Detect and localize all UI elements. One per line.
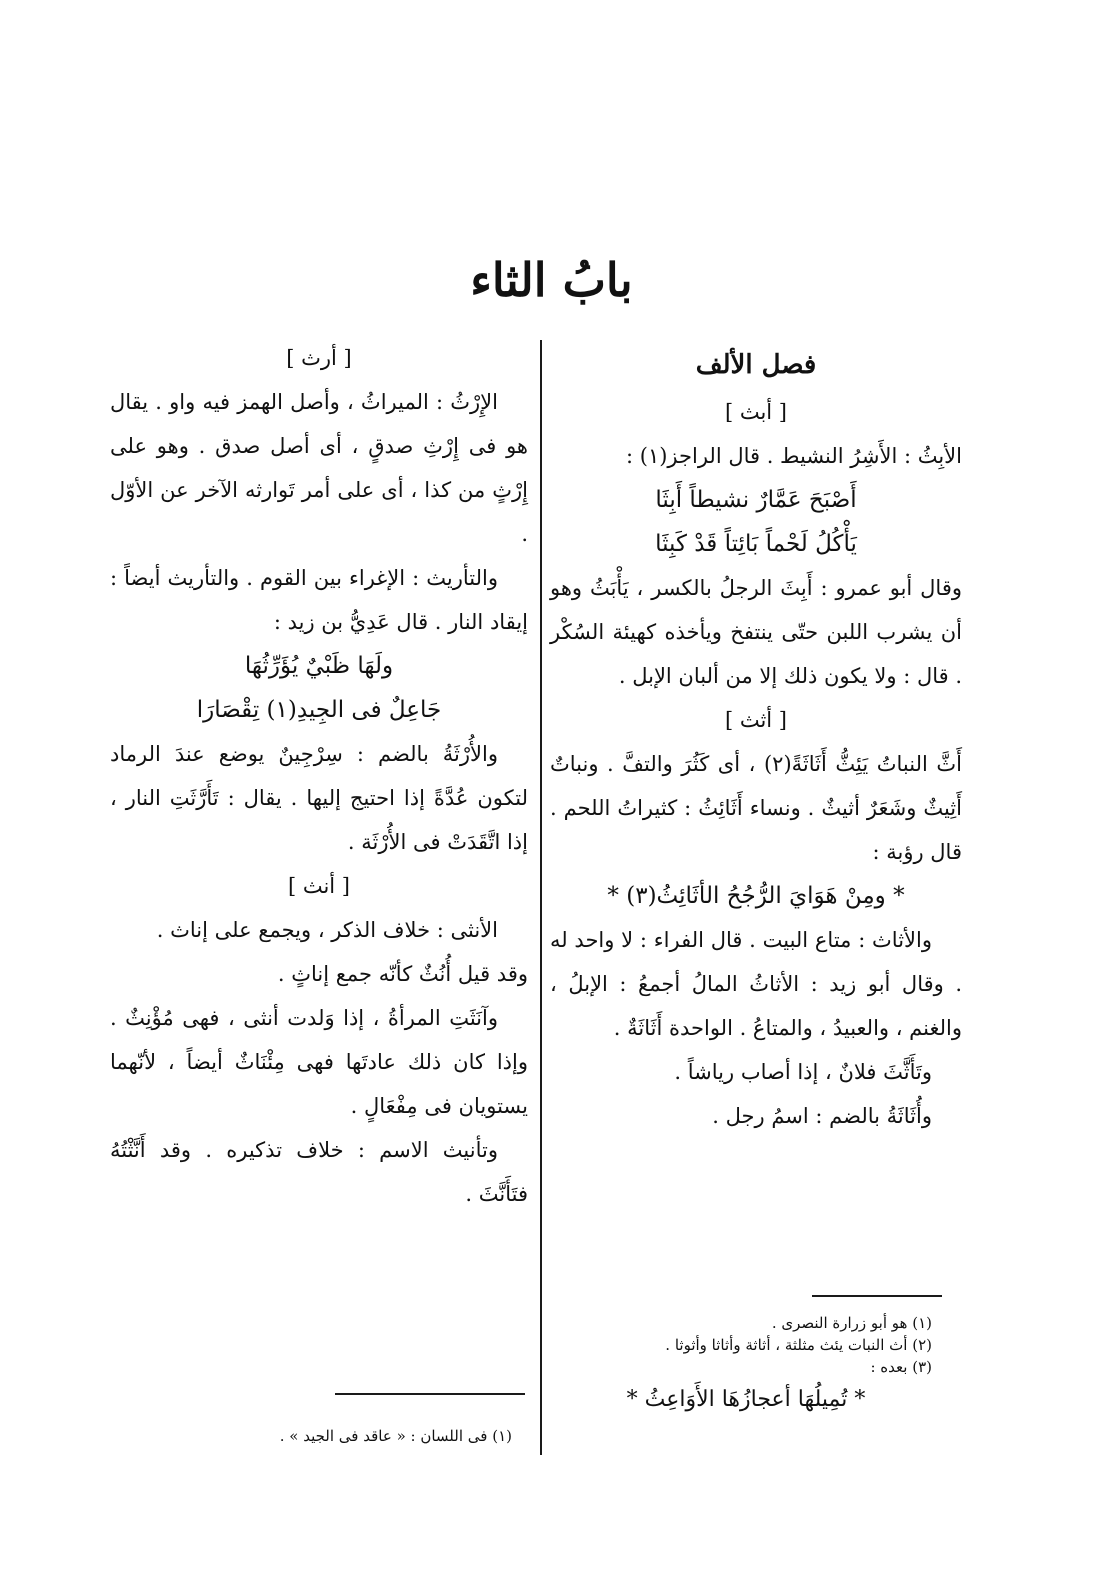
footnotes-right (560, 1312, 932, 1422)
entry-text: وآنَثَتِ المرأةُ ، إذا وَلدت أنثى ، فهى مُؤْنِثٌ . وإذا كان ذلك عادتَها فهى مِئْنَاثٌ أيضاً ، لأنّهما يستويان فى مِفْعَالٍ . (110, 1006, 528, 1118)
footnote: (٣) بعده : (870, 1358, 932, 1376)
footnote: (١) هو أبو زرارة النصرى . (771, 1314, 932, 1332)
entry-text: الأبِثُ : الأَشِرُ النشيط . قال الراجز(١) : (626, 444, 962, 468)
entry-head-arth: [ أرث ] (286, 346, 352, 370)
page-title: بابُ الثاء (470, 253, 633, 307)
entry-text: وقال أبو عمرو : أَبِثَ الرجلُ بالكسر ، يَأْبَثُ وهو أن يشرب اللبن حتّى ينتفخ ويأخذه كهيئة السُكْر . قال : ولا يكون ذلك إلا من ألبان الإبل . (550, 576, 962, 688)
right-column (550, 340, 962, 1138)
entry-head-athth: [ أثث ] (724, 708, 788, 732)
entry-text: وتأنيث الاسم : خلاف تذكيره . وقد أَنَّثْتُهُ فتَأَنَّثَ . (110, 1138, 528, 1206)
left-column (110, 336, 528, 1216)
entry-text: أَثَّ النباتُ يَئِثُّ أَثَاثَةً(٢) ، أى كَثُرَ والتفَّ . ونباتٌ أَثِيثٌ وشَعَرٌ أثيثٌ . ونساء أَثَائِثُ : كثيراتُ اللحم . قال رؤبة : (550, 752, 962, 864)
footnotes-left (200, 1425, 512, 1447)
entry-text: والأثاث : متاع البيت . قال الفراء : لا واحد له . وقال أبو زيد : الأثاثُ المالُ أجمعُ : الإبلُ ، والغنم ، والعبيدُ ، والمتاعُ . الواحدة أَثَاثَةٌ . (550, 928, 962, 1040)
entry-head-abth: [ أبث ] (724, 400, 788, 424)
section-heading: فصل الألف (695, 350, 817, 380)
verse-line: جَاعِلٌ فى الجِيدِ(١) تِقْصَارَا (196, 697, 442, 723)
entry-text: والتأريث : الإغراء بين القوم . والتأريث أيضاً : إيقاد النار . قال عَدِيُّ بن زيد : (110, 566, 528, 634)
entry-head-anth: [ أنث ] (287, 874, 351, 898)
verse-line: يَأْكُلُ لَحْماً بَائِتاً قَدْ كَبِثَا (655, 531, 857, 557)
verse-line: * ومِنْ هَوَايَ الرُّجُحُ الأثَائِثُ(٣) * (607, 883, 905, 909)
verse-line: ولَهَا ظَبْيٌ يُؤَرِّثُهَا (244, 653, 394, 679)
entry-text: وتَأَثَّثَ فلانٌ ، إذا أصاب رياشاً . (674, 1060, 932, 1084)
footnote: (٢) أث النبات يئث مثلثة ، أثاثة وأثاثا وأثوثا . (665, 1336, 932, 1354)
footnote-rule (812, 1295, 942, 1297)
footnote: (١) فى اللسان : « عاقد فى الجيد » . (279, 1427, 512, 1445)
column-divider (540, 340, 542, 1455)
entry-text: وأُثَاثَةُ بالضم : اسمُ رجل . (712, 1104, 932, 1128)
entry-text: وقد قيل أُنُثٌ كأنّه جمع إناثٍ . (277, 962, 528, 986)
entry-text: الإِرْثُ : الميراثُ ، وأصل الهمز فيه واو . يقال هو فى إِرْثِ صدقٍ ، أى أصل صدق . وهو على إِرْثٍ من كذا ، أى على أمر تَوارثه الآخر عن الأوّل . (110, 390, 528, 546)
footnote-rule (335, 1393, 525, 1395)
verse-line: أَصْبَحَ عَمَّارٌ نشيطاً أَبِثَا (655, 487, 857, 513)
entry-text: والأُرْثَةُ بالضم : سِرْجِينٌ يوضع عندَ الرماد لتكون عُدَّةً إذا احتيج إليها . يقال : تَأَرَّثَتِ النار ، إذا اتَّقَدَتْ فى الأُرْثَة . (110, 742, 528, 854)
footnote-verse: * تُمِيلُهَا أعجازُهَا الأَوَاعِثُ * (626, 1387, 866, 1412)
entry-text: الأنثى : خلاف الذكر ، ويجمع على إناث . (156, 918, 498, 942)
